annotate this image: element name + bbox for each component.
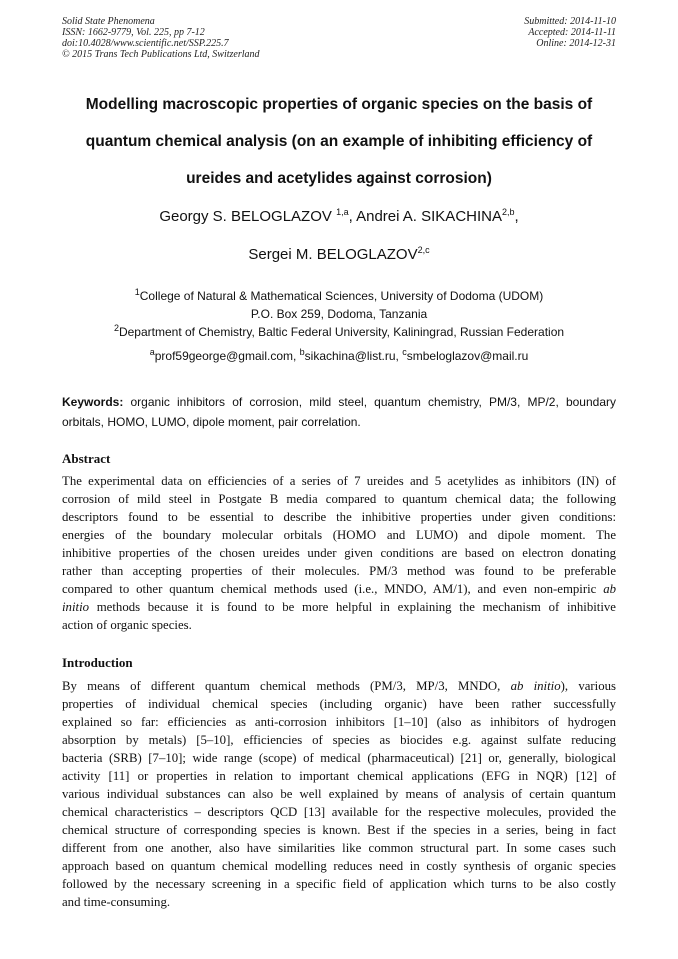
keywords-line-2: orbitals, HOMO, LUMO, dipole moment, pair correlation. — [62, 415, 361, 429]
abstract-line: corrosion of mild steel in Postgate B media compared to quantum chemical data; the following — [62, 492, 616, 506]
intro-line: various individual substances can also be well explained by means of analysis of certain quantum — [62, 787, 616, 801]
intro-line: activity [11] or properties in relation to important chemical applications (EFG in NQR) [12] of — [62, 769, 616, 783]
intro-line-1-italic: ab initio — [510, 679, 561, 693]
abstract-line-7-italic: ab — [603, 582, 616, 596]
title-line-3: ureides and acetylides against corrosion) — [186, 170, 492, 187]
affiliation-1-line-1: College of Natural & Mathematical Sciences, University of Dodoma (UDOM) — [139, 289, 544, 303]
author-3-name: Sergei M. BELOGLAZOV — [248, 246, 418, 263]
author-1-name: Georgy S. BELOGLAZOV — [159, 208, 332, 225]
issn-line: ISSN: 1662-9779, Vol. 225, pp 7-12 — [62, 27, 205, 38]
dates-header — [524, 16, 616, 49]
email-b: sikachina@list.ru, — [304, 349, 403, 363]
intro-line-1-text: By means of different quantum chemical methods (PM/3, MP/3, MNDO, — [62, 679, 511, 693]
authors-line-1 — [62, 208, 616, 225]
journal-name: Solid State Phenomena — [62, 16, 155, 27]
abstract-line: The experimental data on efficiencies of a series of 7 ureides and 5 acetylides as inhibitors (IN) of — [62, 474, 616, 488]
abstract-line — [62, 580, 616, 598]
intro-line: bacteria (SRB) [7–10]; wide range (scope) of medical (pharmaceutical) [21] or, generally, biological — [62, 751, 616, 765]
title-line-1: Modelling macroscopic properties of organic species on the basis of — [85, 96, 593, 113]
author-2-sup: 2,b — [502, 207, 515, 217]
intro-line: properties of individual chemical species (including organic) have been rather successfully — [62, 697, 616, 711]
abstract-line: energies of the boundary molecular orbitals (HOMO and LUMO) and dipole moment. The — [62, 528, 616, 542]
email-c: smbeloglazov@mail.ru — [406, 349, 529, 363]
affiliation-1-line-2: P.O. Box 259, Dodoma, Tanzania — [250, 307, 428, 321]
intro-line: absorption by metals) [5–10], efficiencies of species as biocides e.g. against sulfate reducing — [62, 733, 616, 747]
keywords-block — [62, 392, 616, 432]
keywords-line-1: organic inhibitors of corrosion, mild steel, quantum chemistry, PM/3, MP/2, boundary — [123, 395, 616, 409]
abstract-body — [62, 472, 616, 634]
abstract-line-7-text: compared to other quantum chemical methods used (i.e., MNDO, AM/1), and even non-empiric — [62, 582, 604, 596]
email-b-sup: b — [299, 347, 305, 357]
intro-line: chemical characteristics – descriptors QCD [13] available for the respective molecules, provided the — [62, 805, 616, 819]
abstract-line: descriptors found to be essential to describe the inhibitive properties under given conditions: — [62, 510, 616, 524]
abstract-line-8-italic: initio — [62, 600, 90, 614]
introduction-body — [62, 677, 616, 911]
journal-header — [62, 16, 260, 60]
copyright-line: © 2015 Trans Tech Publications Ltd, Switzerland — [62, 49, 260, 60]
email-a-sup: a — [149, 347, 155, 357]
intro-line-1-tail: ), various — [560, 679, 616, 693]
author-1-sup: 1,a — [336, 207, 349, 217]
accepted-date: Accepted: 2014-11-11 — [528, 27, 616, 38]
introduction-heading: Introduction — [62, 655, 133, 670]
intro-line — [62, 677, 616, 695]
intro-line: explained so far: efficiencies as anti-corrosion inhibitors [1–10] (also as inhibitors of hydrogen — [62, 715, 616, 729]
online-date: Online: 2014-12-31 — [536, 38, 616, 49]
submitted-date: Submitted: 2014-11-10 — [524, 16, 616, 27]
email-line — [62, 347, 616, 365]
abstract-line: inhibitive properties of the chosen ureides under given conditions are based on electron donating — [62, 546, 616, 560]
affiliation-1 — [62, 287, 616, 323]
email-a: prof59george@gmail.com, — [154, 349, 300, 363]
affiliation-2-text: Department of Chemistry, Baltic Federal University, Kaliningrad, Russian Federation — [118, 325, 565, 339]
authors-line-2 — [62, 246, 616, 263]
abstract-line: action of organic species. — [62, 618, 192, 632]
intro-line: chemical structure of corresponding species is known. Best if the species in a series, being in fact — [62, 823, 616, 837]
intro-line: followed by the necessary screening in a specific field of application which turns to be also costly — [62, 877, 616, 891]
affiliation-2-sup: 2 — [113, 323, 119, 333]
author-separator: , — [348, 208, 357, 225]
abstract-line: rather than accepting properties of their molecules. PM/3 method was found to be preferable — [62, 564, 616, 578]
affiliation-2 — [62, 323, 616, 341]
paper-title — [62, 86, 616, 197]
intro-line: different from one another, also have similarities like common structural part. In some cases such — [62, 841, 616, 855]
keywords-label: Keywords: — [62, 395, 124, 409]
intro-line: approach based on quantum chemical modelling reduces need in costly synthesis of organic species — [62, 859, 616, 873]
abstract-line-8-text: methods because it is found to be more helpful in explaining the mechanism of inhibitive — [89, 600, 616, 614]
doi-line: doi:10.4028/www.scientific.net/SSP.225.7 — [62, 38, 229, 49]
email-c-sup: c — [402, 347, 407, 357]
intro-line: and time-consuming. — [62, 895, 171, 909]
affiliation-1-sup: 1 — [134, 287, 140, 297]
author-trailing-comma: , — [514, 208, 519, 225]
author-3-sup: 2,c — [417, 245, 430, 255]
abstract-heading: Abstract — [62, 451, 111, 466]
abstract-line — [62, 598, 616, 616]
author-2-name: Andrei A. SIKACHINA — [356, 208, 502, 225]
title-line-2: quantum chemical analysis (on an example of inhibiting efficiency of — [85, 133, 593, 150]
